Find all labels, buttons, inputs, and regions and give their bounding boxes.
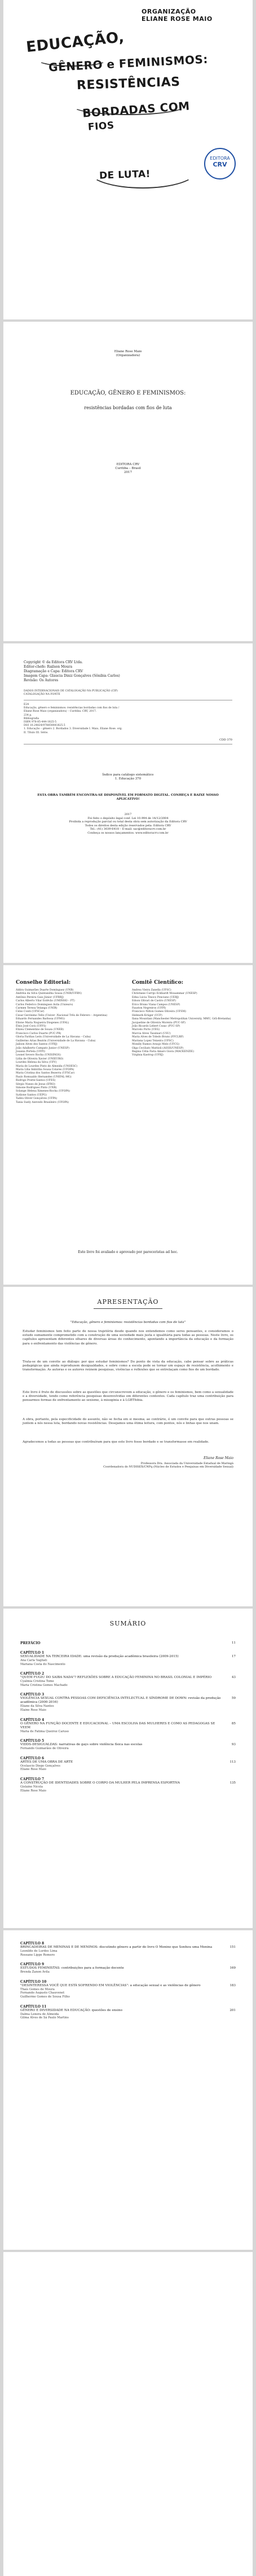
scientific-committee [132, 980, 245, 1058]
digital-warning: ESTA OBRA TAMBÉM ENCONTRA-SE DISPONÍVEL EM FORMATO DIGITAL. CONHEÇA E BAIXE NOSSO APLICATIVO! [37, 794, 219, 801]
summary-page-continued [3, 1930, 253, 2250]
page-number: 201 [229, 2008, 236, 2012]
chapter-author: Eliane Rose Maio [20, 1768, 46, 1772]
legal-line: Proibida a reprodução parcial ou total desta obra sem autorização da Editora CRV [69, 820, 187, 824]
chapter-label: CAPÍTULO 4 [20, 1718, 45, 1722]
chapter-title: BRINCADEIRAS DE MENINAS E DE MENINOS: discutindo gênero a partir do livro O Menino que Sonhou uma Menina [20, 1946, 213, 1949]
chapter-author: Gilma Alves de Sá Paulo Martins [20, 2016, 69, 2020]
council-member: Gloria Fariñas León (Universidade de La Havana – Cuba) [16, 1036, 91, 1039]
chapter-author: Leonilde de Lurdes Lima [20, 1949, 58, 1953]
cover-organizer-name: ELIANE ROSE MAIO [142, 15, 213, 23]
chapter-label: CAPÍTULO 1 [20, 1651, 45, 1655]
publisher-city: Curitiba – Brasil [115, 467, 141, 470]
scientific-committee-list [132, 989, 245, 1058]
title-page [3, 322, 253, 641]
cover-title-line: RESISTÊNCIAS [76, 75, 180, 93]
committee-member: Maria Alves de Toledo Bruns (FFCLRP) [132, 1036, 184, 1039]
blank-page [3, 2252, 253, 2576]
editorial-council-list [16, 989, 129, 1105]
cover-title-line: EDUCAÇÃO, [25, 28, 125, 56]
peer-review-note: Este livro foi avaliado e aprovado por pareceristas ad hoc. [78, 1250, 178, 1254]
organizer-role: (Organizadora) [116, 354, 140, 357]
chapter-title: O GÊNERO NA FUNÇÃO DOCENTE E EDUCACIONAL – UMA ESCOLHA DAS MULHERES E COMO AS PEDAGOGAS SE VEEM [20, 1721, 215, 1729]
presentation-page [3, 1287, 253, 1606]
chapter-title: ESTUDOS FEMINISTAS: contribuições para a formação docente [20, 1966, 124, 1970]
cover-title-line: DE LUTA! [99, 168, 151, 182]
committee-member: Marcelo Porto (UEG) [132, 1028, 160, 1032]
committee-member: Ilana Mountian (Manchester Metropolitan University, MMU, Grã-Bretanha) [132, 1018, 231, 1021]
committee-member: Marcia Alves Tassinari (USU) [132, 1032, 171, 1035]
council-member: Celso Conti (UFSCar) [16, 1010, 45, 1014]
council-member: Andréia da Silva Quintanilha Sousa (UNIR/UFRN) [16, 992, 82, 996]
cip-line: Educação, gênero e feminismos: resistências bordadas com fios de luta / [24, 707, 120, 710]
cip-line: Eliane Rose Maio (organizadora) – Curitiba: CRV, 2017. [24, 710, 97, 713]
book-title: EDUCAÇÃO, GÊNERO E FEMINISMOS: [70, 390, 186, 396]
council-member: Simone Rodrigues Pinto (UNB) [16, 1086, 57, 1089]
cip-line: Bibliografia [24, 717, 39, 720]
cover-organizer [142, 8, 213, 23]
council-member: Lourdes Helena da Silva (UFV) [16, 1061, 57, 1064]
summary-chapter[interactable] [20, 1777, 236, 1793]
chapter-label: CAPÍTULO 8 [20, 1942, 45, 1946]
council-member: Carlos Alberto Vilar Estêvão (UMINHO – PT) [16, 1000, 75, 1003]
logo-top-text: EDITORA [210, 156, 230, 161]
chapter-title: ARTES DE UMA OBRA DE ARTE [20, 1760, 73, 1764]
page-number: 11 [231, 1641, 236, 1645]
committee-member: João Ricardo Lebert Cozac (PUC-SP) [132, 1025, 180, 1028]
copyright-page [3, 643, 253, 963]
chapter-title: SEXUALIDADE NA TERCEIRA IDADE: uma revisão da produção acadêmica brasileira (2009-2015) [20, 1655, 179, 1658]
copyright-line: Copyright © da Editora CRV Ltda. [24, 660, 83, 664]
summary-chapter[interactable] [20, 1672, 236, 1687]
committee-member: Érico Bruno Viana Campos (UNESP) [132, 1003, 180, 1006]
council-member: Carmen Tereza Velanga (UNIR) [16, 1007, 58, 1010]
committee-member: Jacqueline de Oliveira Moreira (PUC-SP) [132, 1021, 186, 1024]
council-member: Maria de Lourdes Pinto de Almeida (UNOESC) [16, 1064, 78, 1068]
cover-organizer-label: ORGANIZAÇÃO [142, 8, 196, 15]
presentation-paragraph: Trata-se de um convite ao diálogo: por que estudar feminismos? Do ponto de vista da educação, cabe pensar sobre as práticas pedagógicas que ainda reproduzem desigualdades, e sobre como a escola pode se tornar um espaço de resistência, acolhimento e transformação. As autoras e os autores reúnem pesquisas, vivências e reflexões que se entrelaçam como fios de um bordado. [23, 1360, 233, 1372]
page-number: 113 [229, 1760, 236, 1764]
legal-line: Tel.: (41) 3039-6418 – E-mail: sac@editoracrv.com.br [90, 827, 166, 831]
council-member: Carlos Federico Dominguez Avila (Unieuro) [16, 1003, 73, 1006]
signature-role-line: Professora Dra. Associada da Universidade Estadual de Maringá [140, 1462, 233, 1465]
title-page-organizer [3, 350, 253, 358]
summary-title: SUMÁRIO [109, 1620, 147, 1627]
editorial-council [16, 980, 129, 1105]
chapter-title: "DESINTERESSA VOCÊ QUE ESTÁ SOFRENDO EM VIOLÊNCIAS": a educação sexual e as violências de gênero [20, 1983, 201, 1987]
committee-member: Mariana Lopez Teixeira (UFSC) [132, 1039, 174, 1042]
cip-title-block [24, 690, 232, 696]
council-member: Elione Maria Nogueira Diogenes (UFAL) [16, 1021, 69, 1024]
legal-notice [3, 813, 253, 835]
cover-title-line: GÊNERO e FEMINISMOS: [48, 52, 209, 75]
chapter-label: CAPÍTULO 10 [20, 1979, 47, 1984]
publisher-info [3, 463, 253, 475]
presentation-paragraph: Agradecemos a todas as pessoas que contribuíram para que este livro fosse bordado e se transformasse em realidade. [23, 1440, 209, 1444]
publisher-name: EDITORA CRV [116, 463, 140, 466]
chapter-author: Elaine Rose Maio [20, 1708, 46, 1712]
preface-label: PREFÁCIO [20, 1641, 41, 1645]
chapter-author: Ana Carla Vagliati [20, 1659, 47, 1662]
publication-year: 2017 [124, 471, 132, 474]
presentation-paragraph: Este livro é fruto de discussões sobre as questões que circunscrevem a educação, o gênero e os feminismos, bem como a sexualidade e a diversidade, tendo como referência pesquisas desenvolvidas em diferentes contextos. Cada capítulo traz uma contribuição para pensarmos formas de enfrentamento ao sexismo, à misoginia e à LGBTfobia. [23, 1391, 233, 1403]
committee-member: Fauston Negreiros (UFPI) [132, 1007, 166, 1010]
chapter-label: CAPÍTULO 2 [20, 1672, 45, 1676]
council-member: Élsio José Corá (UFFS) [16, 1025, 46, 1028]
committee-member: Olga Ceciliato Mattioli (ASSIS/UNESP) [132, 1046, 184, 1050]
chapter-author: Cyalmia Cristina Tome [20, 1680, 54, 1684]
council-member: Josania Portela (UFPI) [16, 1050, 45, 1053]
chapter-author: Dalma Lenora de Almeida [20, 2012, 59, 2016]
council-member: Cesar Gerónimo Tello (Univer .Nacional Três de Febrero – Argentina) [16, 1014, 108, 1017]
summary-chapter[interactable] [20, 1756, 236, 1772]
council-member: Aldira Guimarães Duarte Domínguez (UNB) [16, 989, 74, 992]
council-member: Jailson Alves dos Santos (UFRJ) [16, 1043, 58, 1046]
committee-member: Andrea Vieira Zanella (UFSC) [132, 989, 171, 992]
cip-line: ISBN 978-85-444-1825-5 [24, 721, 57, 724]
summary-chapter[interactable] [20, 1962, 236, 1974]
chapter-author: Roseane Lippe Romero [20, 1953, 55, 1957]
committee-member: Monilly Ramos Araujo Melo (UFCG) [132, 1043, 179, 1046]
summary-chapter[interactable] [20, 1942, 236, 1957]
copyright-line: Editor-chefe: Railson Moura [24, 665, 73, 669]
publisher-logo [204, 148, 236, 179]
chapter-title: A CONSTRUÇÃO DE IDENTIDADES SOBRE O CORPO DA MULHER PELA IMPRENSA ESPORTIVA [20, 1781, 180, 1785]
summary-chapter[interactable] [20, 1980, 236, 1999]
page-number: 43 [231, 1676, 236, 1680]
council-member: Leonel Severo Rocha (UNISINOS) [16, 1054, 61, 1057]
council-member: Maria Cristina dos Santos Bezerra (UFSCar) [16, 1072, 75, 1075]
page-number: 59 [231, 1697, 236, 1701]
legal-line: Todos os direitos desta edição reservados pela: Editora CRV [85, 823, 171, 827]
council-member: Sydione Santos (UEPG) [16, 1093, 47, 1097]
page-number: 151 [229, 1946, 236, 1949]
council-member: Tadeu Oliver Gonçalves (UFPA) [16, 1097, 58, 1101]
chapter-label: CAPÍTULO 9 [20, 1962, 45, 1967]
chapter-author: Mariana Costa do Nascimento [20, 1662, 65, 1666]
editorial-board-page [3, 965, 253, 1285]
page-number: 93 [231, 1743, 236, 1747]
chapter-label: CAPÍTULO 6 [20, 1756, 45, 1760]
summary-chapter[interactable] [20, 2005, 236, 2020]
page-number: 135 [229, 1781, 236, 1785]
committee-member: Christiane Carrijo Eckhardt Mouammar (UNESP) [132, 992, 197, 996]
page-number: 17 [231, 1655, 236, 1658]
chapter-label: CAPÍTULO 7 [20, 1777, 45, 1781]
cover-page [3, 0, 253, 319]
page-number: 85 [231, 1721, 236, 1725]
cip-subtitle: CATALOGAÇÃO NA FONTE [24, 693, 60, 696]
index-entry: 1. Educação 370 [114, 777, 142, 781]
cover-title-line: BORDADAS COM [82, 99, 191, 120]
chapter-author: Eliane da Silva Nantes [20, 1705, 54, 1708]
summary-chapter[interactable] [20, 1718, 236, 1734]
legal-line: 2017 [124, 813, 132, 816]
presentation-paragraph: A obra, portanto, pela especificidade do assunto, não se fecha em si mesma; ao contrário, é um convite para que outras pessoas se juntem a nós nessa luta, bordando novas resistências. Desejamos uma ótima leitura, com pontos, nós e linhas que nos unam. [23, 1418, 233, 1426]
chapter-author: Eliane Rose Maio [20, 1789, 46, 1793]
cip-line: E24 [24, 703, 29, 706]
editorial-council-title: Conselho Editorial: [16, 980, 71, 985]
committee-member: Edson Olivari de Castro (UNESP) [132, 1000, 176, 1003]
committee-member: Edna Lúcia Tinoco Ponciano (UERJ) [132, 996, 179, 999]
summary-chapter[interactable] [20, 1739, 236, 1751]
chapter-label: CAPÍTULO 11 [20, 2004, 47, 2009]
cip-record [24, 703, 232, 735]
chapter-author: Maria Cristina Gomes Machado [20, 1683, 68, 1687]
index-title: Índice para catálogo sistemático [102, 773, 154, 777]
summary-preface[interactable] [20, 1641, 236, 1645]
council-member: Guillermo Arias Beatón (Universidade de La Havana – Cuba) [16, 1039, 96, 1042]
chapter-author: Fernando Guimarães de Oliveira [20, 1747, 69, 1751]
chapter-author: Maria de Fatima Queiroz Caruso [20, 1729, 69, 1733]
council-member: Antônio Pereira Gaio Júnior (UFRRJ) [16, 996, 64, 999]
signature-role-line: Coordenadora do NUDISEX/CNPq (Núcleo de Estudos e Pesquisas em Diversidade Sexual) [103, 1465, 233, 1469]
cip-line: 234 p. [24, 713, 32, 717]
chapter-author: Fernando Augusto Chauvenet [20, 1991, 65, 1995]
logo-main-text: CRV [213, 161, 227, 168]
chapter-label: CAPÍTULO 5 [20, 1739, 45, 1743]
presentation-paragraph: Estudar feminismos tem feito parte de nossa trajetória desde quando nos entendemos como seres pensantes, e consideramos o estudo sumamente comprometido com a construção de uma sociedade mais justa e igualitária para todas as pessoas. Neste livro, os capítulos apresentam diferentes olhares de diversas áreas do conhecimento, apontando a importância da educação e da formação para o enfrentamento das violências de gênero. [23, 1330, 233, 1346]
summary-chapter[interactable] [20, 1693, 236, 1712]
council-member: Sérgio Nunes de Jesus (IFRO) [16, 1083, 55, 1086]
summary-chapters-part2 [20, 1942, 236, 2020]
presentation-epigraph: "Educação, gênero e feminismos: resistências bordadas com fios de luta" [70, 1321, 186, 1324]
council-member: Paulo Romualdo Hernandes (UNIFAL-MG) [16, 1075, 72, 1079]
book-subtitle: resistências bordadas com fios de luta [84, 405, 172, 410]
copyright-line: Revisão: Os Autores [24, 678, 59, 682]
committee-member: Virgínia Kastrup (UFRJ) [132, 1054, 164, 1057]
committee-member: Francisco Nilton Gomes Oliveira (UFSM) [132, 1010, 186, 1014]
copyright-header [3, 660, 253, 683]
cover-title-line: FIOS [87, 120, 115, 133]
page-number: 183 [229, 1983, 236, 1987]
summary-list [20, 1641, 236, 1798]
chapter-author: Ocelascio Diego Gonçalves [20, 1764, 60, 1768]
chapter-title: "QUEM FUGIU DO SAIBA NADA"? REFLEXÕES SOBRE A EDUCAÇÃO FEMININA NO BRASIL COLONIAL E IMPÉRIO [20, 1676, 212, 1680]
chapter-title: VIOLÊNCIA SEXUAL CONTRA PESSOAS COM DEFICIÊNCIA INTELECTUAL E SÍNDROME DE DOWN: revisão da produção acadêmica (2000-2016) [20, 1697, 221, 1705]
chapter-author: Gislaine Nicola [20, 1785, 43, 1789]
chapter-title: VIDDS-DESIGUALDAS: narrativas de gays sobre violência física nas escolas [20, 1743, 143, 1747]
council-member: Francisco Carlos Duarte (PUC-PR) [16, 1032, 61, 1035]
summary-chapter[interactable] [20, 1651, 236, 1666]
systematic-index [3, 773, 253, 781]
legal-line: Foi feito o depósito legal conf. Lei 10.994 de 14/12/2004 [87, 816, 169, 820]
committee-member: Regina Célia Faria Amaro Giora (MACKENZIE) [132, 1050, 195, 1053]
chapter-author: Guilherme Gomes de Sousa Filho [20, 1995, 70, 1999]
cip-line: 1. Educação – gênero 2. Bordados 3. Diversidade I. Maio, Eliane Rose. org. [24, 728, 123, 731]
cip-line: II. Título III. Série. [24, 731, 48, 734]
council-member: Rodrigo Pratte-Santos (UFES) [16, 1079, 56, 1083]
legal-line: Conheça os nossos lançamentos: www.editoracrv.com.br [87, 831, 169, 835]
copyright-line: Imagem Capa: Glaucia Diniz Gonçalves (Sônibia Carlos) [24, 674, 120, 678]
council-member: João Adalberto Campato Junior (UNESP) [16, 1046, 70, 1050]
chapter-title: GÊNERO E DIVERSIDADE NA EDUCAÇÃO: questões de ensino [20, 2008, 122, 2012]
council-member: Eduardo Fernandes Barbosa (UFMG) [16, 1018, 65, 1021]
scientific-committee-title: Comitê Científico: [132, 980, 183, 985]
cip-title: DADOS INTERNACIONAIS DE CATALOGAÇÃO NA PUBLICAÇÃO (CIP) [24, 690, 118, 693]
signature-role [103, 1462, 233, 1469]
chapter-author: Thaís Gomes de Moura [20, 1987, 55, 1991]
cdd-code: CDD 370 [219, 738, 232, 742]
chapter-label: CAPÍTULO 3 [20, 1693, 45, 1697]
signature-name: Eliane Rose Maio [203, 1456, 233, 1460]
page-number: 169 [229, 1966, 236, 1970]
summary-page [3, 1609, 253, 1928]
council-member: Tania Suely Azevedo Brasileiro (UFOPA) [16, 1101, 69, 1104]
title-underline [94, 1308, 162, 1309]
cip-line: DOI 10.24824/978854441825.5 [24, 724, 65, 728]
copyright-line: Diagramação e Capa: Editora CRV [24, 669, 83, 673]
council-member: Maria Lília Imbiriba Sousa Colares (UFOPA) [16, 1068, 74, 1071]
council-member: Solange Helena Ximenes-Rocha (UFOPA) [16, 1090, 70, 1093]
summary-list [20, 1942, 236, 2026]
council-member: Lídia de Oliveira Xavier (UNIEURO) [16, 1057, 64, 1061]
committee-member: Helmuth Krüger (UCP) [132, 1014, 162, 1017]
presentation-title: APRESENTAÇÃO [97, 1298, 159, 1305]
council-member: Elizeu Clementino de Souza (UNEB) [16, 1028, 64, 1032]
summary-chapters-part1 [20, 1651, 236, 1793]
organizer-name: Eliane Rose Maio [114, 350, 142, 353]
chapter-author: Brenda Zanon Ávila [20, 1970, 50, 1974]
